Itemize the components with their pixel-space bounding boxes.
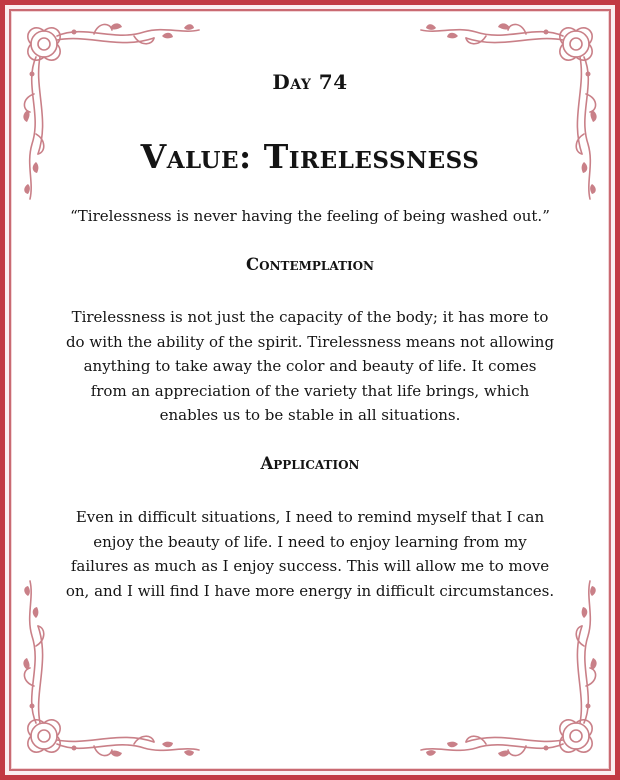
application-line: Even in difficult situations, I need to remind myself that I can: [75, 508, 545, 526]
day-title: Day 74: [272, 70, 348, 94]
application-paragraph: [40, 505, 580, 603]
contemplation-line: do with the ability of the spirit. Tirelessness means not allowing: [65, 332, 555, 351]
contemplation-line: Tirelessness is not just the capacity of the body; it has more to: [71, 308, 549, 326]
contemplation-line: from an appreciation of the variety that life brings, which: [90, 381, 530, 400]
contemplation-line: enables us to be stable in all situations.: [159, 406, 461, 424]
contemplation-line: anything to take away the color and beauty of life. It comes: [83, 357, 537, 375]
application-line: on, and I will find I have more energy in difficult circumstances.: [65, 581, 555, 600]
application-line: enjoy the beauty of life. I need to enjoy learning from my: [93, 532, 527, 551]
contemplation-heading: Contemplation: [246, 255, 374, 274]
application-heading: Application: [260, 454, 360, 473]
contemplation-paragraph: [40, 305, 580, 428]
application-line: failures as much as I enjoy success. This will allow me to move: [70, 557, 550, 575]
quote: “Tirelessness is never having the feeling of being washed out.”: [70, 207, 550, 225]
value-title: Value: Tirelessness: [140, 137, 480, 176]
